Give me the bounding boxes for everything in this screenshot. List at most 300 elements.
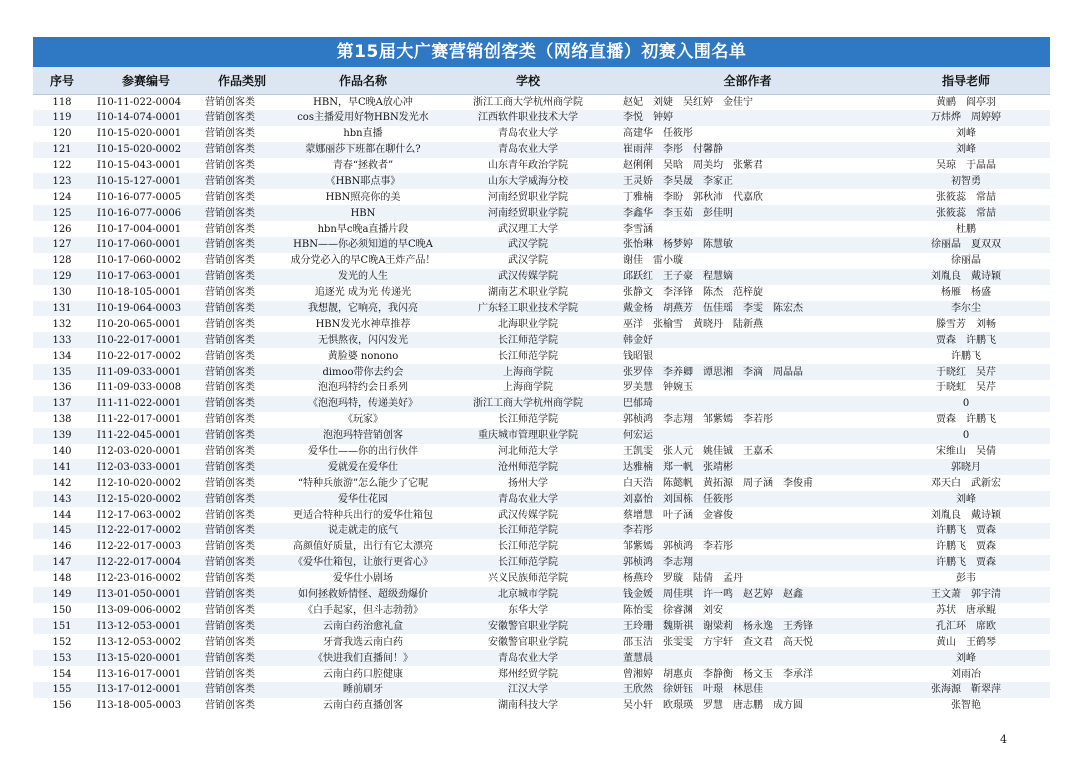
work-title: 《泡泡玛特，传递美好》 <box>308 398 418 410</box>
row-number: 150 <box>52 604 72 616</box>
header-school: 学校 <box>443 67 613 94</box>
table-row <box>33 301 1050 317</box>
work-category: 营销创客类 <box>205 493 255 505</box>
teachers: 刘峰 <box>956 144 976 156</box>
work-category: 营销创客类 <box>205 525 255 537</box>
entry-code: I10-15-020-0001 <box>97 128 182 140</box>
table-row <box>33 158 1050 174</box>
table-row <box>33 332 1050 348</box>
work-title: 《快进我们直播间！》 <box>313 652 413 664</box>
authors: 白天浩 陈懿帆 黄拓源 周子涵 李俊甫 <box>623 477 813 489</box>
entry-code: I13-01-050-0001 <box>97 589 182 601</box>
teachers: 张筱蕊 常喆 <box>936 191 996 203</box>
row-number: 138 <box>52 414 72 426</box>
work-title: 泡泡玛特营销创客 <box>323 430 403 442</box>
authors: 杨燕玲 罗璇 陆倩 孟丹 <box>623 573 743 585</box>
school-name: 山东青年政治学院 <box>488 160 568 171</box>
row-number: 124 <box>52 191 72 203</box>
work-category: 营销创客类 <box>205 541 255 553</box>
work-title: 我想靓，它响亮，我闪亮 <box>308 303 418 315</box>
entry-code: I12-03-033-0001 <box>97 461 182 473</box>
work-category: 营销创客类 <box>205 604 255 616</box>
entry-code: I12-15-020-0002 <box>97 493 182 505</box>
school-name: 扬州大学 <box>508 477 548 489</box>
authors: 韩金妤 <box>623 334 653 346</box>
work-title: 高颜值好质量，出行有它太漂亮 <box>293 541 433 553</box>
school-name: 武汉传媒学院 <box>498 271 558 283</box>
table-row <box>33 396 1050 412</box>
table-row <box>33 571 1050 587</box>
entry-code: I11-09-033-0001 <box>97 366 182 378</box>
work-title: cos主播爱用好物HBN发光水 <box>297 112 429 124</box>
authors: 王欣然 徐妍钰 叶璟 林思佳 <box>623 684 763 696</box>
table-row <box>33 507 1050 523</box>
work-title: 《HBN耶点事》 <box>325 175 401 187</box>
entry-code: I11-11-022-0001 <box>97 398 182 410</box>
page-title: 第15届大广赛营销创客类（网络直播）初赛入围名单 <box>33 37 1050 67</box>
authors: 钱昭银 <box>623 350 653 362</box>
teachers: 邓天白 武新宏 <box>931 477 1001 489</box>
school-name: 武汉学院 <box>508 239 548 251</box>
authors: 谢佳 雷小璇 <box>623 255 683 267</box>
header-category: 作品类别 <box>201 67 283 94</box>
row-number: 134 <box>52 350 72 362</box>
header-work: 作品名称 <box>283 67 443 94</box>
work-title: 黄脸婆 nonono <box>327 350 399 362</box>
table-row <box>33 555 1050 571</box>
work-category: 营销创客类 <box>205 382 255 394</box>
row-number: 118 <box>52 96 72 108</box>
school-name: 东华大学 <box>508 604 548 616</box>
entry-code: I10-22-017-0002 <box>97 350 182 362</box>
work-category: 营销创客类 <box>205 239 255 251</box>
school-name: 河北师范大学 <box>498 446 558 458</box>
teachers: 徐丽晶 夏双双 <box>931 239 1001 251</box>
table-row <box>33 491 1050 507</box>
teachers: 初智勇 <box>951 175 981 187</box>
authors: 赵妃 刘婕 吴红婷 金佳宁 <box>623 96 753 108</box>
authors: 李若彤 <box>623 525 653 537</box>
entry-code: I12-22-017-0003 <box>97 541 182 553</box>
work-title: HBN <box>350 207 376 219</box>
table-row <box>33 189 1050 205</box>
row-number: 133 <box>52 334 72 346</box>
teachers: 张筱蕊 常喆 <box>936 207 996 219</box>
row-number: 142 <box>52 477 72 489</box>
school-name: 北京城市学院 <box>498 589 558 601</box>
work-title: 无惧熬夜，闪闪发光 <box>318 334 408 346</box>
row-number: 123 <box>52 175 72 187</box>
authors: 何宏运 <box>623 430 653 442</box>
authors: 李鑫华 李玉茹 彭佳明 <box>623 207 733 219</box>
authors: 王凯雯 张人元 姚佳铖 王嘉禾 <box>623 446 773 458</box>
row-number: 139 <box>52 430 72 442</box>
table-row <box>33 142 1050 158</box>
row-number: 130 <box>52 287 72 299</box>
teachers: 刘胤良 戴诗颖 <box>931 271 1001 283</box>
work-category: 营销创客类 <box>205 700 255 712</box>
entry-code: I12-22-017-0002 <box>97 525 182 537</box>
row-number: 132 <box>52 318 72 330</box>
work-category: 营销创客类 <box>205 366 255 378</box>
entry-code: I12-22-017-0004 <box>97 557 182 569</box>
work-category: 营销创客类 <box>205 636 255 648</box>
table-row <box>33 603 1050 619</box>
work-category: 营销创客类 <box>205 620 255 632</box>
authors: 邵玉洁 张雯雯 方宇轩 查文君 高天悦 <box>623 636 813 648</box>
authors: 巴郁琦 <box>623 398 653 410</box>
school-name: 山东大学威海分校 <box>488 175 568 187</box>
work-title: 《玩家》 <box>343 414 383 426</box>
work-category: 营销创客类 <box>205 350 255 362</box>
header-code: 参赛编号 <box>91 67 201 94</box>
table-row <box>33 444 1050 460</box>
table-row <box>33 316 1050 332</box>
authors: 郭桢鸿 李志翔 <box>623 557 693 569</box>
authors: 邱跃红 王子豪 程慧嫡 <box>623 271 733 283</box>
work-title: 睡前刷牙 <box>343 684 383 696</box>
work-category: 营销创客类 <box>205 255 255 267</box>
entry-code: I10-11-022-0004 <box>97 96 182 108</box>
school-name: 河南经贸职业学院 <box>488 207 568 219</box>
work-category: 营销创客类 <box>205 144 255 156</box>
school-name: 青岛农业大学 <box>498 128 558 140</box>
work-category: 营销创客类 <box>205 112 255 124</box>
school-name: 青岛农业大学 <box>498 144 558 156</box>
teachers: 0 <box>962 430 970 442</box>
school-name: 广东轻工职业技术学院 <box>478 303 578 315</box>
work-title: 蒙娜丽莎下班都在聊什么? <box>305 144 421 156</box>
authors: 蔡增慧 叶子涵 金睿俊 <box>623 509 733 521</box>
school-name: 青岛农业大学 <box>498 493 558 505</box>
entry-code: I10-16-077-0005 <box>97 191 182 203</box>
entry-code: I12-03-020-0001 <box>97 446 182 458</box>
entry-code: I10-17-004-0001 <box>97 223 182 235</box>
row-number: 143 <box>52 493 72 505</box>
school-name: 湖南艺术职业学院 <box>488 287 568 299</box>
work-category: 营销创客类 <box>205 191 255 203</box>
row-number: 141 <box>52 461 72 473</box>
school-name: 沧州师范学院 <box>498 461 558 473</box>
work-title: 泡泡玛特约会日系列 <box>318 382 408 394</box>
entry-code: I12-23-016-0002 <box>97 573 182 585</box>
table-row <box>33 285 1050 301</box>
teachers: 许鹏飞 贾森 <box>936 525 996 537</box>
entry-code: I11-22-017-0001 <box>97 414 182 426</box>
row-number: 128 <box>52 255 72 267</box>
school-name: 武汉传媒学院 <box>498 509 558 521</box>
work-category: 营销创客类 <box>205 318 255 330</box>
teachers: 许鹏飞 贾森 <box>936 557 996 569</box>
school-name: 湖南科技大学 <box>498 700 558 712</box>
work-category: 营销创客类 <box>205 223 255 235</box>
school-name: 兴义民族师范学院 <box>488 573 568 585</box>
teachers: 杜鹏 <box>956 223 976 235</box>
school-name: 长江师范学院 <box>498 525 558 537</box>
row-number: 152 <box>52 636 72 648</box>
school-name: 江西软件职业技术大学 <box>478 112 578 124</box>
work-title: 发光的人生 <box>338 271 388 283</box>
row-number: 145 <box>52 525 72 537</box>
table-row <box>33 237 1050 253</box>
header-authors: 全部作者 <box>613 67 882 94</box>
entry-code: I10-20-065-0001 <box>97 318 182 330</box>
work-title: 成分党必入的早C晚A王炸产品！ <box>290 255 436 267</box>
teachers: 吴琼 于晶晶 <box>936 160 996 171</box>
work-category: 营销创客类 <box>205 207 255 219</box>
school-name: 长江师范学院 <box>498 414 558 426</box>
entry-code: I10-15-020-0002 <box>97 144 182 156</box>
row-number: 144 <box>52 509 72 521</box>
authors: 邹紫嫣 郭桢鸿 李若彤 <box>623 541 733 553</box>
teachers: 王文萧 郭宇清 <box>931 589 1001 601</box>
teachers: 黄鹂 阎亭羽 <box>936 96 996 108</box>
row-number: 148 <box>52 573 72 585</box>
row-number: 136 <box>52 382 72 394</box>
table-row <box>33 475 1050 491</box>
work-category: 营销创客类 <box>205 446 255 458</box>
entry-code: I10-22-017-0001 <box>97 334 182 346</box>
entry-code: I10-17-060-0002 <box>97 255 182 267</box>
work-title: 更适合特种兵出行的爱华仕箱包 <box>293 509 433 521</box>
teachers: 许鹏飞 <box>951 350 981 362</box>
table-row <box>33 253 1050 269</box>
authors: 张怡琳 杨梦婷 陈慧敏 <box>623 239 733 251</box>
row-number: 120 <box>52 128 72 140</box>
teachers: 刘峰 <box>956 128 976 140</box>
school-name: 长江师范学院 <box>498 541 558 553</box>
entry-code: I13-12-053-0002 <box>97 636 182 648</box>
entry-code: I10-14-074-0001 <box>97 112 182 124</box>
teachers: 刘峰 <box>956 652 976 664</box>
work-category: 营销创客类 <box>205 430 255 442</box>
row-number: 119 <box>52 112 72 124</box>
row-number: 125 <box>52 207 72 219</box>
row-number: 122 <box>52 160 72 171</box>
work-category: 营销创客类 <box>205 175 255 187</box>
table-row <box>33 650 1050 666</box>
teachers: 宋维山 吴倩 <box>936 446 996 458</box>
row-number: 126 <box>52 223 72 235</box>
school-name: 江汉大学 <box>508 684 548 696</box>
school-name: 长江师范学院 <box>498 557 558 569</box>
teachers: 0 <box>962 398 970 410</box>
table-row <box>33 412 1050 428</box>
teachers: 孔汇环 席欧 <box>936 620 996 632</box>
authors: 李雪涵 <box>623 223 653 235</box>
entry-code: I13-17-012-0001 <box>97 684 182 696</box>
entry-code: I10-16-077-0006 <box>97 207 182 219</box>
teachers: 于晓虹 吴芹 <box>936 382 996 394</box>
table-row <box>33 587 1050 603</box>
table-row <box>33 459 1050 475</box>
work-title: 爱华仕小剧场 <box>333 573 393 585</box>
header-no: 序号 <box>33 67 91 94</box>
teachers: 张智艳 <box>951 700 981 712</box>
authors: 郭桢鸿 李志翔 邹紫嫣 李若彤 <box>623 414 773 426</box>
school-name: 上海商学院 <box>503 382 553 394</box>
school-name: 武汉理工大学 <box>498 223 558 235</box>
work-title: 《白手起家，但斗志勃勃》 <box>303 604 423 616</box>
table-row <box>33 539 1050 555</box>
work-category: 营销创客类 <box>205 128 255 140</box>
teachers: 许鹏飞 贾森 <box>936 541 996 553</box>
row-number: 156 <box>52 700 72 712</box>
table-row <box>33 682 1050 698</box>
entry-code: I13-15-020-0001 <box>97 652 182 664</box>
work-category: 营销创客类 <box>205 668 255 680</box>
results-table <box>33 67 1050 714</box>
work-title: hbn直播 <box>343 128 383 140</box>
school-name: 重庆城市管理职业学院 <box>478 430 578 442</box>
page-number: 4 <box>1000 733 1007 746</box>
row-number: 121 <box>52 144 72 156</box>
work-title: HBN——你必须知道的早C晚A <box>293 239 433 251</box>
entry-code: I10-18-105-0001 <box>97 287 182 299</box>
work-title: 《爱华仕箱包，让旅行更省心》 <box>293 557 433 569</box>
authors: 吴小轩 欧璟瑛 罗慧 唐志鹏 成方圆 <box>623 700 803 712</box>
row-number: 153 <box>52 652 72 664</box>
table-row <box>33 126 1050 142</box>
authors: 刘嘉怡 刘国栋 任筱彤 <box>623 493 733 505</box>
work-category: 营销创客类 <box>205 509 255 521</box>
school-name: 郑州经贸学院 <box>498 668 558 680</box>
teachers: 刘胤良 戴诗颖 <box>931 509 1001 521</box>
work-title: 爱就爱在爱华仕 <box>328 461 398 473</box>
work-title: 爱华仕——你的出行伙伴 <box>308 446 418 458</box>
work-category: 营销创客类 <box>205 96 255 108</box>
entry-code: I10-15-043-0001 <box>97 160 182 171</box>
table-row <box>33 221 1050 237</box>
school-name: 青岛农业大学 <box>498 652 558 664</box>
row-number: 127 <box>52 239 72 251</box>
row-number: 129 <box>52 271 72 283</box>
authors: 董慧晨 <box>623 652 653 664</box>
row-number: 140 <box>52 446 72 458</box>
work-title: 云南白药治愈礼盒 <box>323 620 403 632</box>
work-category: 营销创客类 <box>205 303 255 315</box>
teachers: 彭韦 <box>956 573 976 585</box>
work-category: 营销创客类 <box>205 287 255 299</box>
table-row <box>33 428 1050 444</box>
authors: 崔雨萍 李彤 付馨静 <box>623 144 723 156</box>
work-category: 营销创客类 <box>205 557 255 569</box>
entry-code: I10-17-060-0001 <box>97 239 182 251</box>
school-name: 河南经贸职业学院 <box>488 191 568 203</box>
authors: 高建华 任筱彤 <box>623 128 693 140</box>
work-title: 如何拯救娇情怪、超级劲爆价 <box>298 589 428 601</box>
work-category: 营销创客类 <box>205 334 255 346</box>
school-name: 北海职业学院 <box>498 318 558 330</box>
table-row <box>33 634 1050 650</box>
work-title: HBN照亮你的美 <box>325 191 401 203</box>
authors: 钱金媛 周佳琪 许一鸣 赵艺婷 赵鑫 <box>623 589 803 601</box>
authors: 王玲珊 魏斯祺 谢梁莉 杨永逸 王秀锋 <box>623 620 813 632</box>
work-title: 牙膏我选云南白药 <box>323 636 403 648</box>
table-row <box>33 269 1050 285</box>
school-name: 安徽警官职业学院 <box>488 636 568 648</box>
work-category: 营销创客类 <box>205 160 255 171</box>
table-row <box>33 698 1050 714</box>
school-name: 长江师范学院 <box>498 350 558 362</box>
table-row <box>33 110 1050 126</box>
teachers: 贾森 许鹏飞 <box>936 334 996 346</box>
table-row <box>33 94 1050 110</box>
teachers: 苏状 唐承鲲 <box>936 604 996 616</box>
work-category: 营销创客类 <box>205 414 255 426</box>
row-number: 147 <box>52 557 72 569</box>
teachers: 万炜烨 周婷婷 <box>931 112 1001 124</box>
work-title: 追逐光 成为光 传递光 <box>314 287 412 299</box>
row-number: 146 <box>52 541 72 553</box>
table-row <box>33 523 1050 539</box>
work-category: 营销创客类 <box>205 652 255 664</box>
entry-code: I11-22-045-0001 <box>97 430 182 442</box>
work-category: 营销创客类 <box>205 684 255 696</box>
entry-code: I13-18-005-0003 <box>97 700 182 712</box>
teachers: 于晓红 吴芹 <box>936 366 996 378</box>
header-teachers: 指导老师 <box>882 67 1050 94</box>
teachers: 滕雪芳 刘畅 <box>936 318 996 330</box>
work-category: 营销创客类 <box>205 573 255 585</box>
table-row <box>33 618 1050 634</box>
work-title: 说走就走的底气 <box>328 525 398 537</box>
table-row <box>33 666 1050 682</box>
row-number: 151 <box>52 620 72 632</box>
table-row <box>33 364 1050 380</box>
work-category: 营销创客类 <box>205 398 255 410</box>
row-number: 131 <box>52 303 72 315</box>
entry-code: I10-17-063-0001 <box>97 271 182 283</box>
teachers: 黄山 王鹤琴 <box>936 636 996 648</box>
work-title: “特种兵旅游”怎么能少了它呢 <box>297 477 429 489</box>
authors: 陈怡雯 徐睿渊 刘安 <box>623 604 723 616</box>
work-title: dimoo带你去约会 <box>322 366 404 378</box>
entry-code: I11-09-033-0008 <box>97 382 182 394</box>
table-row <box>33 205 1050 221</box>
row-number: 149 <box>52 589 72 601</box>
work-title: 爱华仕花园 <box>338 493 388 505</box>
teachers: 刘峰 <box>956 493 976 505</box>
work-title: 云南白药直播创客 <box>323 700 403 712</box>
teachers: 杨雁 杨盛 <box>941 287 991 299</box>
teachers: 徐丽晶 <box>951 255 981 267</box>
row-number: 137 <box>52 398 72 410</box>
entry-code: I10-19-064-0003 <box>97 303 182 315</box>
school-name: 浙江工商大学杭州商学院 <box>473 96 583 108</box>
work-title: 云南白药口腔健康 <box>323 668 403 680</box>
table-row <box>33 173 1050 189</box>
entry-code: I13-16-017-0001 <box>97 668 182 680</box>
authors: 王灵娇 李昊晟 李家正 <box>623 175 733 187</box>
school-name: 上海商学院 <box>503 366 553 378</box>
entry-code: I13-12-053-0001 <box>97 620 182 632</box>
authors: 赵俐俐 吴晗 周美均 张紫君 <box>623 160 763 171</box>
teachers: 郭晓月 <box>951 461 981 473</box>
row-number: 155 <box>52 684 72 696</box>
table-header-row <box>33 67 1050 94</box>
school-name: 武汉学院 <box>508 255 548 267</box>
work-title: HBN，早C晚A放心冲 <box>313 96 413 108</box>
work-title: 青春“拯救者” <box>332 160 394 171</box>
authors: 张静文 李泽锋 陈杰 范梓旋 <box>623 287 763 299</box>
teachers: 李尔尘 <box>951 303 981 315</box>
work-category: 营销创客类 <box>205 477 255 489</box>
teachers: 贾森 许鹏飞 <box>936 414 996 426</box>
results-sheet <box>33 37 1050 714</box>
table-row <box>33 348 1050 364</box>
school-name: 浙江工商大学杭州商学院 <box>473 398 583 410</box>
